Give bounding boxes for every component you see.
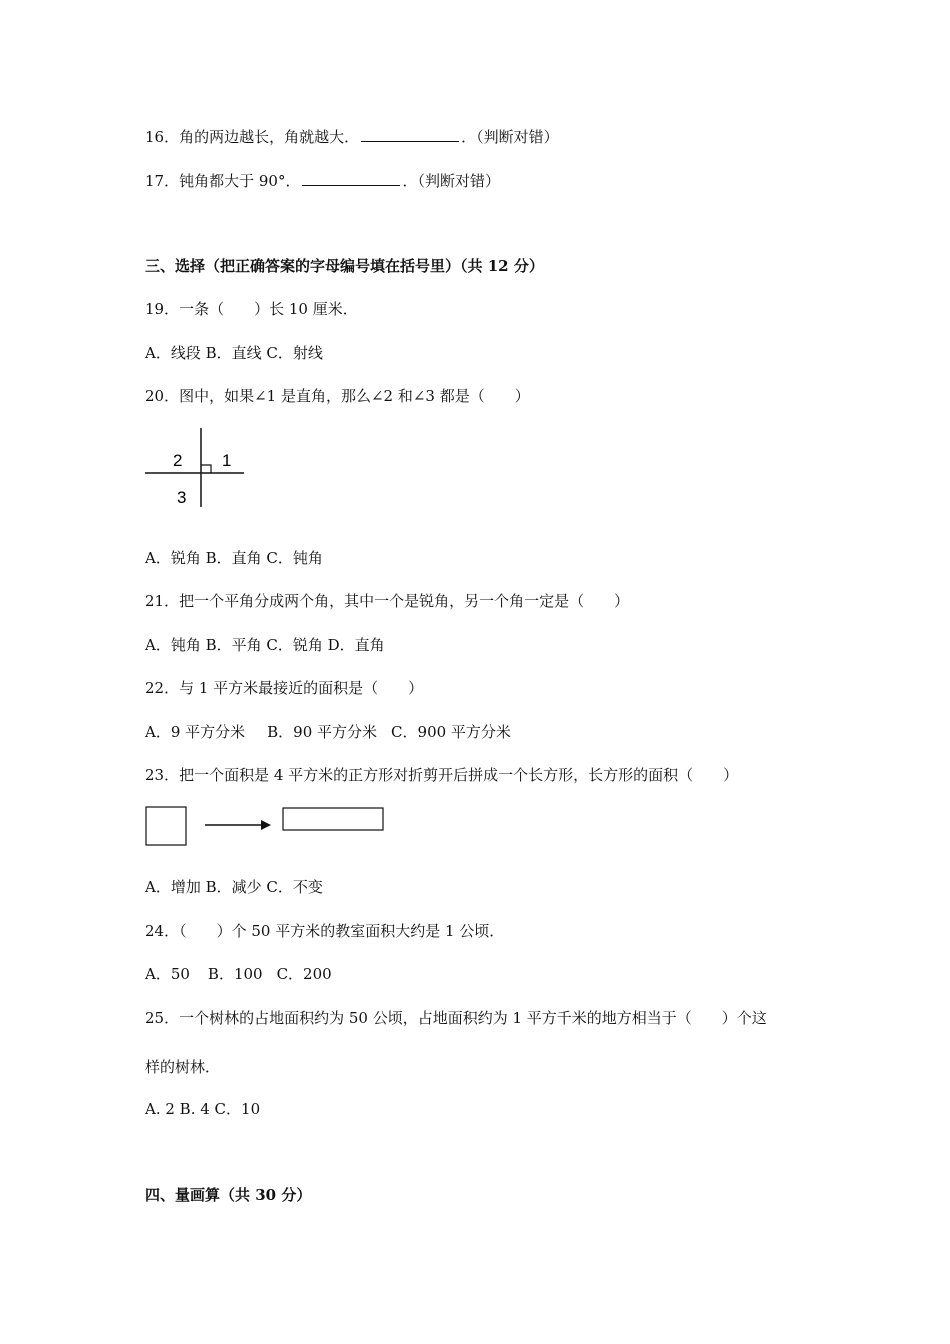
- rectangle-shape: [283, 808, 383, 830]
- question-19-options: A．线段 B．直线 C．射线: [145, 344, 323, 362]
- question-17: [145, 171, 500, 191]
- angle-2-label: 2: [173, 451, 183, 470]
- question-22-option-b: B．90 平方分米: [267, 723, 378, 741]
- question-22-stem: 22．与 1 平方米最接近的面积是（ ）: [145, 679, 424, 697]
- question-25-options: A. 2 B. 4 C．10: [145, 1100, 261, 1118]
- angle-3-label: 3: [177, 488, 187, 507]
- question-24-options: [145, 964, 332, 984]
- question-20-stem: 20．图中，如果∠1 是直角，那么∠2 和∠3 都是（ ）: [145, 387, 530, 405]
- question-25-stem-line-1: 25．一个树林的占地面积约为 50 公顷，占地面积约为 1 平方千米的地方相当于（ ）个这: [145, 1009, 767, 1027]
- question-23-options: A．增加 B．减少 C．不变: [145, 878, 323, 896]
- answer-blank-17[interactable]: [302, 171, 400, 186]
- answer-blank-16[interactable]: [361, 127, 459, 142]
- question-16: [145, 127, 559, 147]
- question-24-option-c: C．200: [276, 965, 332, 983]
- question-19-stem: 19．一条（ ）长 10 厘米．: [145, 300, 358, 318]
- question-24-stem: 24．（ ）个 50 平方米的教室面积大约是 1 公顷．: [145, 922, 505, 940]
- question-16-suffix: ．（判断对错）: [461, 128, 559, 146]
- section-4-heading: 四、量画算（共 30 分）: [145, 1186, 312, 1204]
- question-21-stem: 21．把一个平角分成两个角，其中一个是锐角，另一个角一定是（ ）: [145, 592, 630, 610]
- question-21-options: A．钝角 B．平角 C．锐角 D．直角: [145, 636, 385, 654]
- question-16-text: 16．角的两边越长，角就越大．: [145, 128, 360, 146]
- question-24-option-b: B．100: [207, 965, 263, 983]
- question-20-options: A．锐角 B．直角 C．钝角: [145, 549, 323, 567]
- question-24-option-a: A．50: [145, 965, 190, 983]
- question-22-option-c: C．900 平方分米: [391, 723, 511, 741]
- angle-1-label: 1: [222, 451, 232, 470]
- section-3-heading: 三、选择（把正确答案的字母编号填在括号里）（共 12 分）: [145, 257, 544, 275]
- question-22-option-a: A．9 平方分米: [145, 723, 246, 741]
- square-to-rectangle-figure: [143, 803, 388, 849]
- question-22-options: [145, 722, 511, 742]
- arrow-head-icon: [261, 820, 271, 830]
- square-shape: [146, 807, 186, 845]
- question-25-stem-line-2: 样的树林．: [145, 1058, 221, 1076]
- question-17-text: 17．钝角都大于 90°．: [145, 172, 301, 190]
- angle-figure: [143, 426, 248, 510]
- question-17-suffix: ．（判断对错）: [402, 172, 500, 190]
- right-angle-mark: [201, 465, 211, 473]
- question-23-stem: 23．把一个面积是 4 平方米的正方形对折剪开后拼成一个长方形，长方形的面积（ ）: [145, 766, 739, 784]
